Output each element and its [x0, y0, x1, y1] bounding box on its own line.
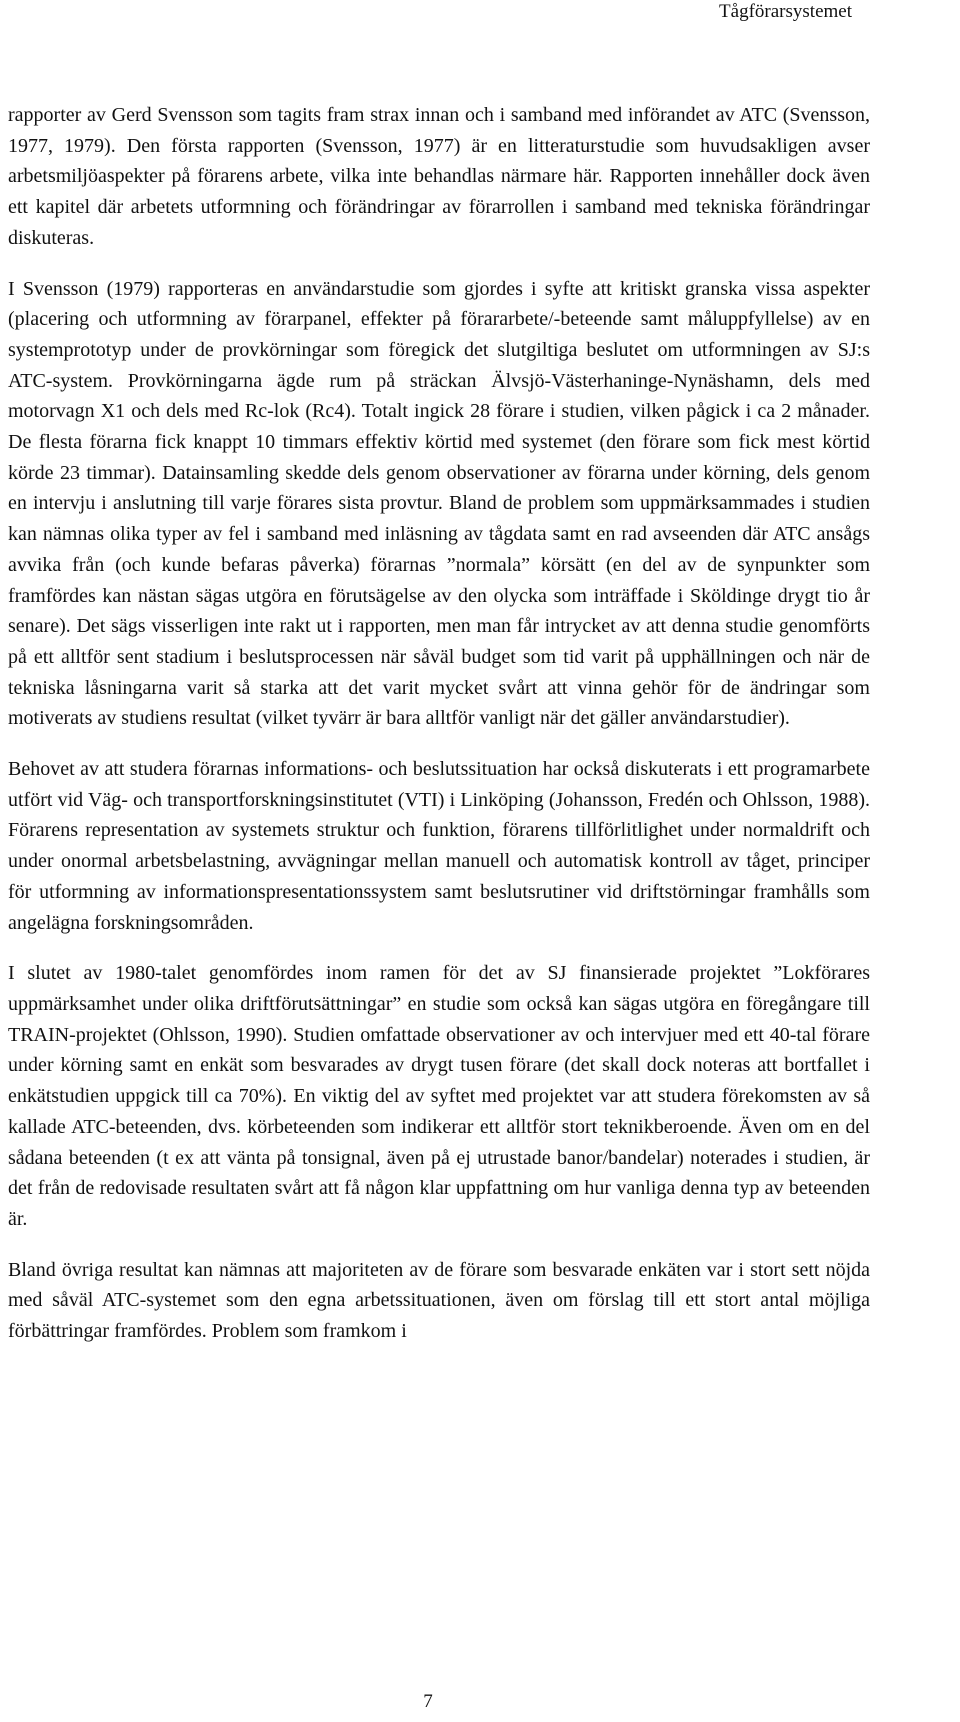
page-number: 7 — [423, 1691, 433, 1712]
paragraph-vti-program: Behovet av att studera förarnas informations- och beslutssituation har också diskuterats i ett programarbete utfört vid Väg- och transportforskningsinstitutet (VTI) i Linköping (Johansson, Fredén och Ohlsson, 1988). Förarens representation av systemets struktur och funktion, förarens tillförlitlighet under normaldrift och under onormal arbetsbelastning, avvägningar mellan manuell och automatisk kontroll av tåget, principer för utformning av informationspresentationssystem samt beslutsrutiner vid driftstörningar framhålls som angelägna forskningsområden. — [8, 758, 870, 934]
paragraph-other-results: Bland övriga resultat kan nämnas att majoriteten av de förare som besvarade enkäten var i stort sett nöjda med såväl ATC-systemet som den egna arbetssituationen, även om förslag till ett stort antal möjliga förbättringar framfördes. Problem som framkom i — [8, 1258, 870, 1343]
running-header: Tågförarsystemet — [719, 1, 852, 22]
paragraph-svensson-reports: rapporter av Gerd Svensson som tagits fram strax innan och i samband med införandet av ATC (Svensson, 1977, 1979). Den första rapporten (Svensson, 1977) är en litteraturstudie som huvudsakligen avser arbetsmiljöaspekter på förarens arbete, vilka inte behandlas närmare här. Rapporten innehåller dock även ett kapitel där arbetets utformning och förändringar av förarrollen i samband med tekniska förändringar diskuteras. — [8, 104, 870, 249]
paragraph-svensson-1979: I Svensson (1979) rapporteras en användarstudie som gjordes i syfte att kritiskt granska vissa aspekter (placering och utformning av förarpanel, effekter på förararbete/-beteende samt måluppfyllelse) av en systemprototyp under de provkörningar som föregick det slutgiltiga beslutet om utformningen av SJ:s ATC-system. Provkörningarna ägde rum på sträckan Älvsjö-Västerhaninge-Nynäshamn, dels med motorvagn X1 och dels med Rc-lok (Rc4). Totalt ingick 28 förare i studien, vilken pågick i ca 2 månader. De flesta förarna fick knappt 10 timmars effektiv körtid med systemet (den förare som fick mest körtid körde 23 timmar). Datainsamling skedde dels genom observationer av förarna under körning, dels genom en intervju i anslutning till varje förares sista provtur. Bland de problem som uppmärksammades i studien kan nämnas olika typer av fel i samband med inläsning av tågdata samt en rad avseenden där ATC ansågs avvika från (och kunde befaras påverka) förarnas ”normala” körsätt (en del av de synpunkter som framfördes kan nästan sägas utgöra en förutsägelse av den olycka som inträffade i Sköldinge drygt tio år senare). Det sägs visserligen inte rakt ut i rapporten, men man får intrycket av att denna studie genomförts på ett alltför sent stadium i beslutsprocessen när såväl budget som tid varit på upphällningen och när de tekniska låsningarna varit så starka att det varit mycket svårt att vinna gehör för de ändringar som motiverats av studiens resultat (vilket tyvärr är bara alltför vanligt när det gäller användarstudier). — [8, 277, 870, 730]
page-body — [8, 100, 870, 1367]
paragraph-lokforares-project: I slutet av 1980-talet genomfördes inom ramen för det av SJ finansierade projektet ”Lokförares uppmärksamhet under olika driftförutsättningar” en studie som också kan sägas utgöra en föregångare till TRAIN-projektet (Ohlsson, 1990). Studien omfattade observationer av och intervjuer med ett 40-tal förare under körning samt en enkät som besvarades av drygt tusen förare (det skall dock noteras att bortfallet i enkätstudien uppgick till ca 70%). En viktig del av syftet med projektet var att studera förekomsten av så kallade ATC-beteenden, dvs. körbeteenden som indikerar ett alltför stort teknikberoende. Även om en del sådana beteenden (t ex att vänta på tonsignal, även på ej utrustade banor/bandelar) noterades i studien, är det från de redovisade resultaten svårt att få någon klar uppfattning om hur vanliga denna typ av beteenden är. — [8, 962, 870, 1230]
